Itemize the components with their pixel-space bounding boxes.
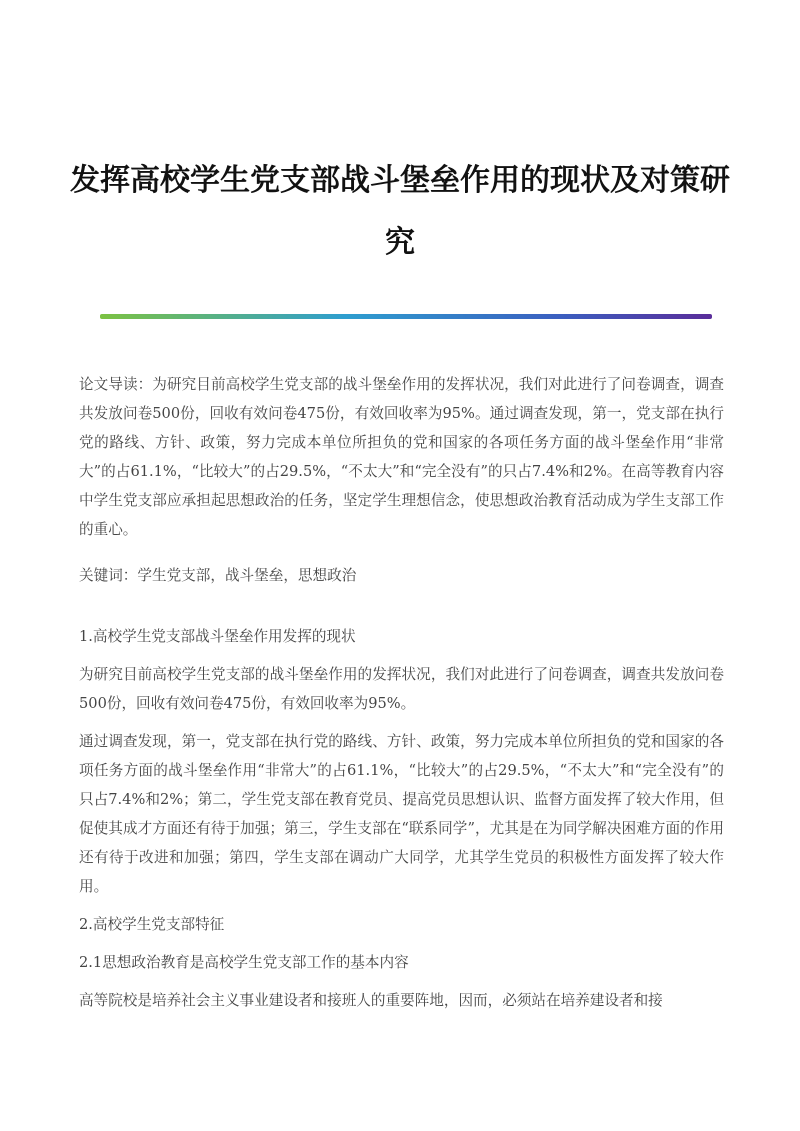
body-paragraph-2: 通过调查发现，第一，党支部在执行党的路线、方针、政策，努力完成本单位所担负的党和国家的各项任务方面的战斗堡垒作用“非常大”的占61.1%，“比较大”的占29.5%，“不太大”和“完全没有”的只占7.4%和2%；第二，学生党支部在教育党员、提高党员思想认识、监督方面发挥了较大作用，但促使其成才方面还有待于加强；第三，学生支部在“联系同学”，尤其是在为同学解决困难方面的作用还有待于改进和加强；第四，学生支部在调动广大同学，尤其学生党员的积极性方面发挥了较大作用。 xyxy=(79,733,724,895)
keywords-block xyxy=(79,561,724,590)
body-block xyxy=(79,622,724,1024)
document-title: 发挥高校学生党支部战斗堡垒作用的现状及对策研究 xyxy=(70,163,730,260)
abstract-block xyxy=(79,370,724,544)
section-heading-1: 1.高校学生党支部战斗堡垒作用发挥的现状 xyxy=(79,628,356,645)
section-heading-2: 2.高校学生党支部特征 xyxy=(79,916,225,933)
abstract-text: 论文导读：为研究目前高校学生党支部的战斗堡垒作用的发挥状况，我们对此进行了问卷调查，调查共发放问卷500份，回收有效问卷475份，有效回收率为95%。通过调查发现，第一，党支部在执行党的路线、方针、政策，努力完成本单位所担负的党和国家的各项任务方面的战斗堡垒作用“非常大”的占61.1%，“比较大”的占29.5%，“不太大”和“完全没有”的只占7.4%和2%。在高等教育内容中学生党支部应承担起思想政治的任务，坚定学生理想信念，使思想政治教育活动成为学生支部工作的重心。 xyxy=(79,376,724,538)
body-paragraph-1: 为研究目前高校学生党支部的战斗堡垒作用的发挥状况，我们对此进行了问卷调查，调查共发放问卷500份，回收有效问卷475份，有效回收率为95%。 xyxy=(79,666,724,712)
title-divider xyxy=(100,314,712,319)
body-paragraph-3: 高等院校是培养社会主义事业建设者和接班人的重要阵地，因而，必须站在培养建设者和接 xyxy=(79,992,663,1009)
section-heading-2-1: 2.1思想政治教育是高校学生党支部工作的基本内容 xyxy=(79,954,409,971)
keywords-text: 关键词：学生党支部，战斗堡垒，思想政治 xyxy=(79,567,357,584)
